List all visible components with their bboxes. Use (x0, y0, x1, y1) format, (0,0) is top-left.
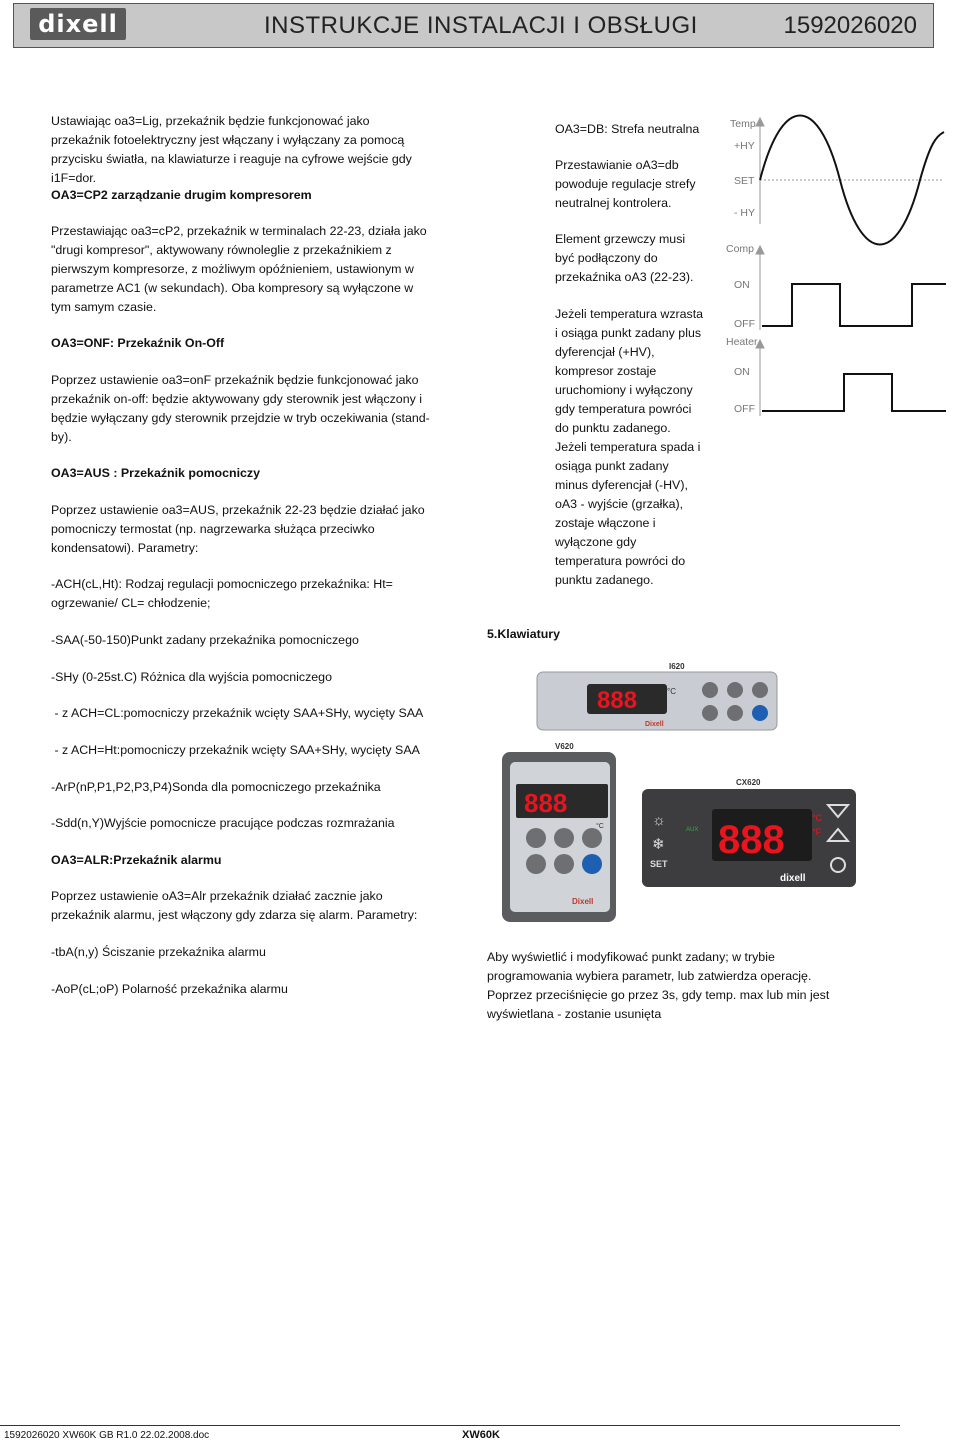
v620-display-digits: 888 (524, 788, 568, 818)
diagram-comp-signal (762, 284, 946, 326)
diagram-temp-arrow (756, 118, 764, 126)
footer-filename: 1592026020 XW60K GB R1.0 22.02.2008.doc (4, 1430, 210, 1441)
param-aop: -AoP(cL;oP) Polarność przekaźnika alarmu (51, 982, 288, 996)
i620-unit: °C (667, 687, 676, 696)
param-tba: -tbA(n,y) Ściszanie przekaźnika alarmu (51, 945, 266, 959)
diagram-on2-label: ON (734, 366, 750, 378)
heading-cp2: OA3=CP2 zarządzanie drugim kompresorem (51, 188, 312, 202)
footer-model: XW60K (462, 1429, 500, 1441)
v620-label: V620 (555, 742, 574, 751)
diagram-on1-label: ON (734, 279, 750, 291)
diagram-heater-label: Heater (726, 336, 758, 348)
diagram-off2-label: OFF (734, 403, 755, 415)
i620-defrost-button[interactable] (727, 682, 743, 698)
heading-aus: OA3=AUS : Przekaźnik pomocniczy (51, 466, 260, 480)
cx620-brand: dixell (780, 873, 806, 884)
paragraph-alr: Poprzez ustawienie oA3=Alr przekaźnik działać zacznie jako przekaźnik alarmu, jest włączony gdy zdarza się alarm. Parametry: (51, 889, 418, 922)
keyboard-i620 (535, 660, 785, 735)
paragraph-aus: Poprzez ustawienie oa3=AUS, przekaźnik 22-23 będzie działać jako pomocniczy termostat (np. nagrzewarka służąca przeciwko kondensatowi). Parametry: (51, 503, 425, 555)
v620-up-button[interactable] (526, 828, 546, 848)
param-ach-ht: - z ACH=Ht:pomocniczy przekaźnik wcięty SAA+SHy, wycięty SAA (51, 743, 420, 757)
heading-keyboards: 5.Klawiatury (487, 627, 560, 641)
heading-alr: OA3=ALR:Przekaźnik alarmu (51, 853, 222, 867)
keyboard-cx620 (640, 775, 860, 890)
paragraph-lig: Ustawiając oa3=Lig, przekaźnik będzie funkcjonować jako przekaźnik fotoelektryczny jest włączany i wyłączany za pomocą przycisku światła, na klawiaturze i reaguje na cyfrowe wejście gdy i1F=dor. (51, 114, 412, 185)
i620-light-button[interactable] (727, 705, 743, 721)
param-arp: -ArP(nP,P1,P2,P3,P4)Sonda dla pomocniczego przekaźnika (51, 780, 381, 794)
cx620-display-digits: 888 (718, 818, 785, 862)
diagram-set-label: SET (734, 175, 755, 187)
cx620-label: CX620 (736, 778, 761, 787)
v620-light-button[interactable] (554, 854, 574, 874)
cx620-unit-c: °C (812, 813, 823, 823)
i620-set-button[interactable] (752, 682, 768, 698)
page-header (13, 3, 934, 48)
diagram-comp-label: Comp (726, 243, 755, 255)
paragraph-db-1: Przestawianie oA3=db powoduje regulacje strefy neutralnej kontrolera. (555, 158, 696, 210)
diagram-temp-label: Temp (730, 118, 756, 130)
paragraph-cp2: Przestawiając oa3=cP2, przekaźnik w terminalach 22-23, działa jako "drugi kompresor", aktywowany równoleglie z przekaźnikiem z pierwszym kompresorze, z możliwym opóźnieniem, ustawionym w parametrze AC1 (w sekundach). Oba kompresory są wyłączone w tym samym czasie. (51, 224, 427, 314)
i620-power-button[interactable] (752, 705, 768, 721)
cx620-light-icon[interactable]: ☼ (652, 812, 666, 829)
diagram-heater-signal (762, 374, 946, 411)
diagram-comp-arrow (756, 246, 764, 254)
v620-power-button[interactable] (582, 854, 602, 874)
paragraph-onf: Poprzez ustawienie oa3=onF przekaźnik będzie funkcjonować jako przekaźnik on-off: będzie aktywowany gdy sterownik jest włączony i będzie wyłączany gdy sterownik przejdzie w tryb oczekiwania (stand-by). (51, 373, 430, 444)
document-code: 1592026020 (783, 12, 917, 39)
diagram-minus-hy-label: - HY (734, 207, 755, 219)
keyboard-v620 (500, 740, 620, 925)
cx620-aux-indicator: AUX (686, 827, 699, 833)
diagram-plus-hy-label: +HY (734, 140, 755, 152)
dixell-logo: dixell (30, 8, 126, 40)
cx620-defrost-icon[interactable]: ❄ (652, 836, 665, 853)
document-title: INSTRUKCJE INSTALACJI I OBSŁUGI (264, 12, 698, 39)
param-shy: -SHy (0-25st.C) Różnica dla wyjścia pomocniczego (51, 670, 332, 684)
param-ach: -ACH(cL,Ht): Rodzaj regulacji pomocniczego przekaźnika: Ht= ogrzewanie/ CL= chłodzenie; (51, 577, 393, 610)
i620-up-button[interactable] (702, 682, 718, 698)
param-sdd: -Sdd(n,Y)Wyjście pomocnicze pracujące podczas rozmrażania (51, 816, 395, 830)
v620-defrost-button[interactable] (554, 828, 574, 848)
i620-brand: Dixell (645, 721, 664, 728)
v620-brand: Dixell (572, 897, 594, 906)
paragraph-set-key: Aby wyświetlić i modyfikować punkt zadany; w trybie programowania wybiera parametr, lub zatwierdza operację. Poprzez przeciśnięcie go przez 3s, gdy temp. max lub min jest wyświetlana - zostanie usunięta (487, 950, 830, 1021)
heading-onf: OA3=ONF: Przekaźnik On-Off (51, 336, 225, 350)
footer-divider (0, 1425, 900, 1426)
v620-unit: °C (596, 823, 604, 830)
cx620-set-button[interactable]: SET (650, 859, 668, 869)
i620-label: I620 (669, 662, 685, 671)
cx620-unit-f: °F (812, 827, 822, 837)
param-ach-cl: - z ACH=CL:pomocniczy przekaźnik wcięty SAA+SHy, wycięty SAA (51, 706, 424, 720)
param-saa: -SAA(-50-150)Punkt zadany przekaźnika pomocniczego (51, 633, 359, 647)
v620-down-button[interactable] (526, 854, 546, 874)
v620-set-button[interactable] (582, 828, 602, 848)
paragraph-db-2: Element grzewczy musi być podłączony do przekaźnika oA3 (22-23). (555, 232, 694, 284)
paragraph-db-3: Jeżeli temperatura wzrasta i osiąga punkt zadany plus dyferencjał (+HV), kompresor zostaje uruchomiony i wyłączony gdy temperatura powróci do punktu zadanego. Jeżeli temperatura spada i osiąga punkt zadany minus dyferencjał (-HV), oA3 - wyjście (grzałka), zostaje włączone i wyłączone gdy temperatura powróci do punktu zadanego. (555, 307, 704, 587)
neutral-zone-diagram (722, 112, 952, 432)
heading-db: OA3=DB: Strefa neutralna (555, 122, 700, 136)
i620-down-button[interactable] (702, 705, 718, 721)
i620-display-digits: 888 (597, 687, 638, 714)
diagram-off1-label: OFF (734, 318, 755, 330)
